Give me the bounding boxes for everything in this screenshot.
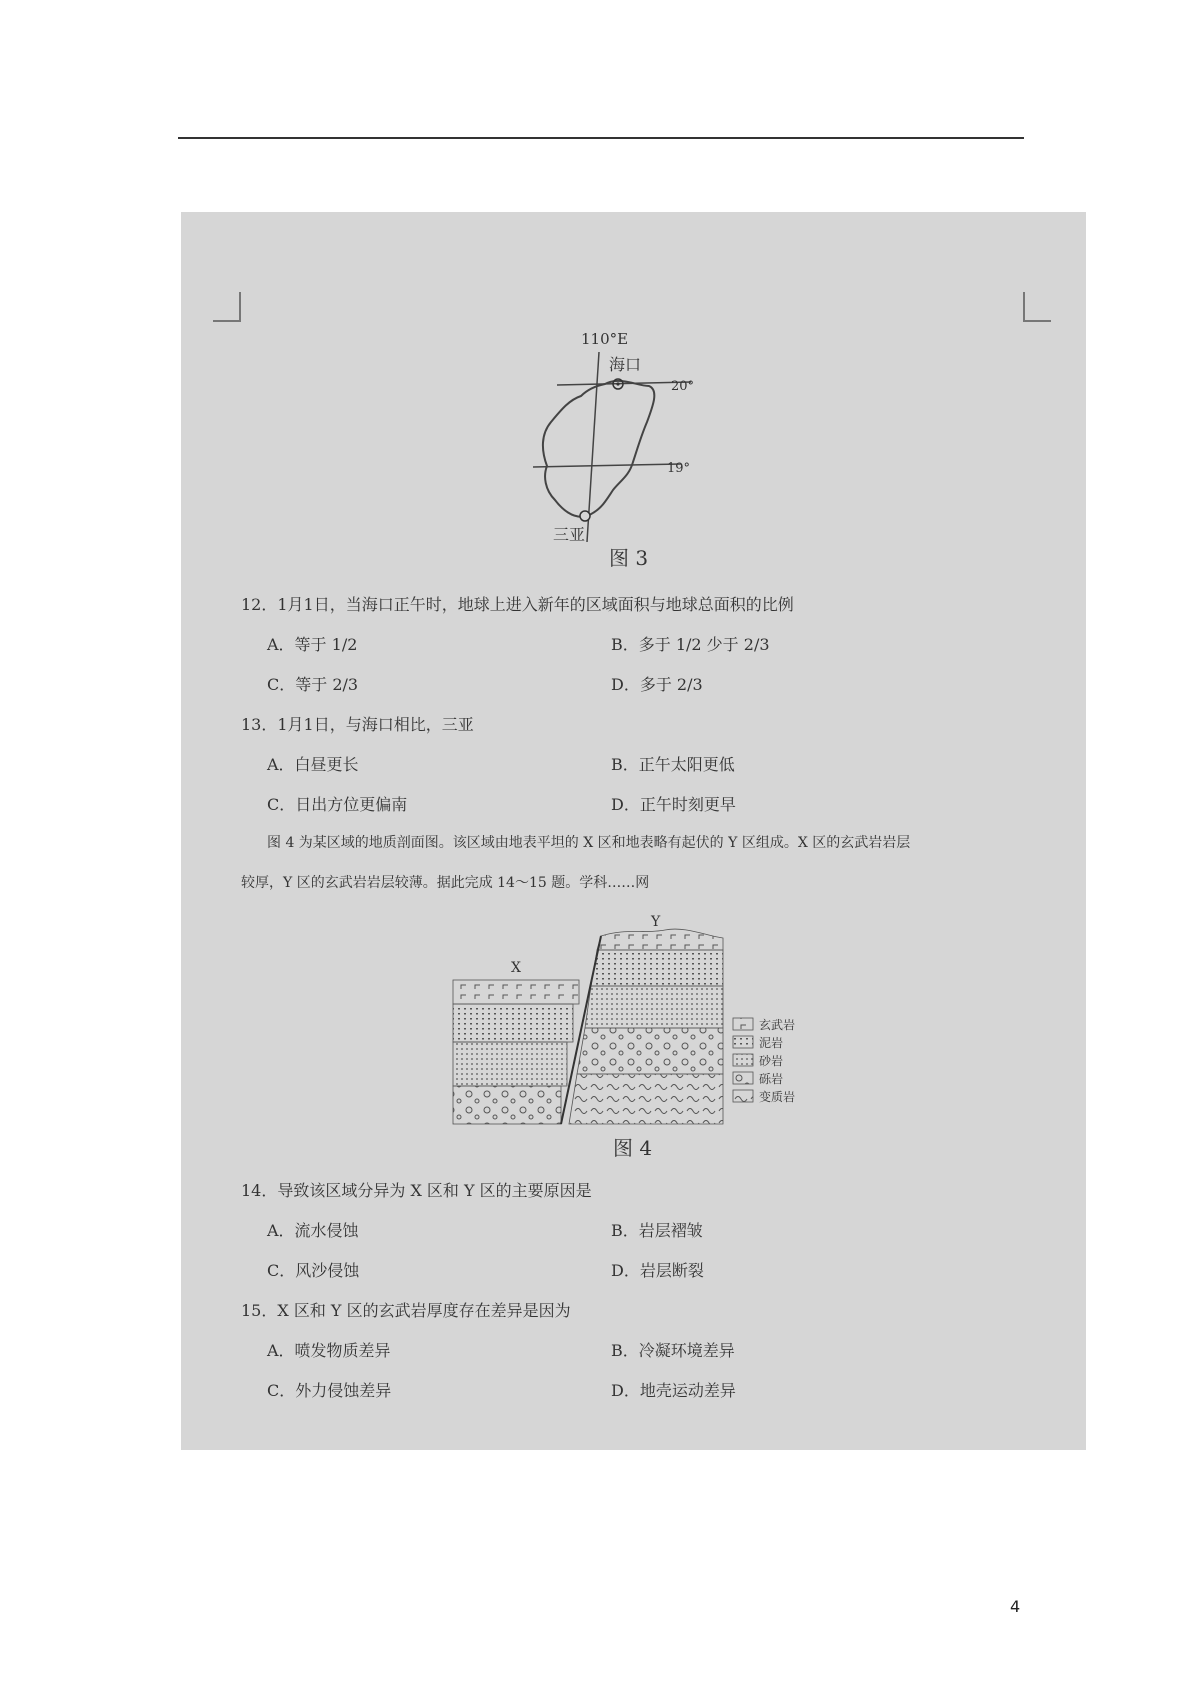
y-layer-mud xyxy=(591,950,723,986)
sanya-marker xyxy=(580,511,590,521)
q14-option-a: A．流水侵蚀 xyxy=(267,1221,359,1240)
y-layer-metamorphic xyxy=(569,1074,723,1124)
figure4-caption: 图 4 xyxy=(613,1136,653,1160)
legend-mudstone: 泥岩 xyxy=(759,1036,784,1050)
haikou-label: 海口 xyxy=(609,355,642,374)
q13-option-b: B．正午太阳更低 xyxy=(611,755,735,774)
intro-line-1: 图 4 为某区域的地质剖面图。该区域由地表平坦的 X 区和地表略有起伏的 Y 区组成。X 区的玄武岩岩层 xyxy=(267,835,911,851)
legend-metamorphic: 变质岩 xyxy=(759,1090,796,1104)
y-layer-sand xyxy=(585,986,723,1028)
lat-20-label: 20° xyxy=(671,379,695,394)
label-x: X xyxy=(511,960,521,976)
question-12-stem: 12．1月1日，当海口正午时，地球上进入新年的区域面积与地球总面积的比例 xyxy=(241,595,794,614)
question-15-stem: 15．X 区和 Y 区的玄武岩厚度存在差异是因为 xyxy=(241,1301,571,1320)
hainan-island-outline xyxy=(543,381,654,517)
crop-mark-top-left xyxy=(213,292,241,322)
q14-option-d: D．岩层断裂 xyxy=(611,1261,704,1280)
page-number: 4 xyxy=(1010,1597,1021,1616)
q15-option-a: A．喷发物质差异 xyxy=(267,1341,391,1360)
question-14-stem: 14．导致该区域分异为 X 区和 Y 区的主要原因是 xyxy=(241,1181,592,1200)
lon-label: 110°E xyxy=(581,330,629,348)
intro-line-2: 较厚，Y 区的玄武岩岩层较薄。据此完成 14～15 题。学科……网 xyxy=(241,875,650,891)
q12-option-b: B．多于 1/2 少于 2/3 xyxy=(611,635,770,654)
scanned-exam-area xyxy=(181,212,1086,1450)
sanya-label: 三亚 xyxy=(553,525,586,544)
figure3-hainan-map xyxy=(521,330,741,560)
legend-basalt: 玄武岩 xyxy=(759,1018,796,1032)
lat-19-label: 19° xyxy=(667,461,691,476)
figure4-legend xyxy=(733,1017,795,1104)
figure3-caption: 图 3 xyxy=(609,546,649,570)
q13-option-c: C．日出方位更偏南 xyxy=(267,795,408,814)
header-rule xyxy=(178,137,1024,139)
legend-conglomerate: 砾岩 xyxy=(759,1072,784,1086)
x-layer-sand xyxy=(453,1042,567,1086)
y-layer-gravel xyxy=(577,1028,723,1074)
q13-option-d: D．正午时刻更早 xyxy=(611,795,736,814)
q15-option-d: D．地壳运动差异 xyxy=(611,1381,736,1400)
q15-option-b: B．冷凝环境差异 xyxy=(611,1341,735,1360)
q12-option-a: A．等于 1/2 xyxy=(267,635,358,654)
legend-sandstone: 砂岩 xyxy=(759,1054,784,1068)
label-y: Y xyxy=(651,914,661,930)
x-layer-mud xyxy=(453,1004,573,1042)
crop-mark-top-right xyxy=(1023,292,1051,322)
q14-option-c: C．风沙侵蚀 xyxy=(267,1261,360,1280)
y-layer-basalt xyxy=(597,929,723,950)
q13-option-a: A．白昼更长 xyxy=(267,755,359,774)
x-layer-basalt xyxy=(453,980,579,1004)
q15-option-c: C．外力侵蚀差异 xyxy=(267,1381,392,1400)
q14-option-b: B．岩层褶皱 xyxy=(611,1221,703,1240)
q12-option-c: C．等于 2/3 xyxy=(267,675,359,694)
q12-option-d: D．多于 2/3 xyxy=(611,675,703,694)
x-layer-gravel xyxy=(453,1086,561,1124)
figure4-geologic-section xyxy=(445,912,825,1142)
question-13-stem: 13．1月1日，与海口相比，三亚 xyxy=(241,715,474,734)
latitude-19-line xyxy=(533,464,681,467)
